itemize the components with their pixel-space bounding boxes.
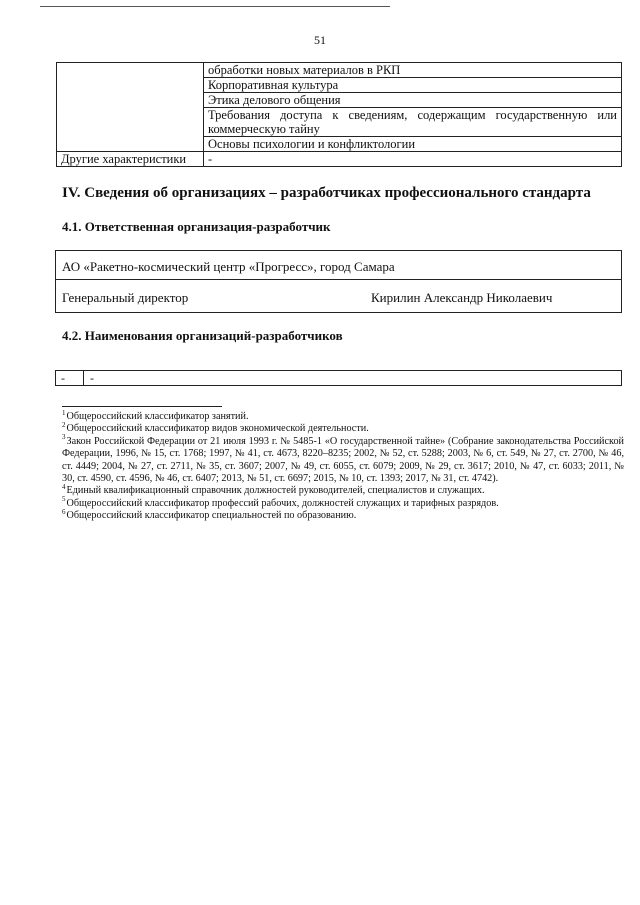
org-director-name: Кирилин Александр Николаевич — [371, 290, 553, 305]
table-value-cell: - — [204, 152, 622, 167]
table-value-cell: Корпоративная культура — [204, 78, 622, 93]
developer-name: - — [90, 371, 94, 385]
footnote-mark: 4 — [62, 483, 66, 492]
table-value-cell: Требования доступа к сведениям, содержащим государственную или коммерческую тайну — [204, 108, 622, 137]
org-director-title: Генеральный директор — [62, 290, 189, 305]
responsible-org-table — [55, 250, 622, 313]
table-value-cell: Основы психологии и конфликтологии — [204, 137, 622, 152]
table-label-cell: Другие характеристики — [57, 152, 204, 167]
footnote-text: Общероссийский классификатор видов экономической деятельности. — [66, 423, 369, 435]
footnote — [62, 433, 624, 486]
footnotes — [62, 408, 624, 523]
developer-number: - — [61, 371, 65, 385]
table-label-cell — [57, 63, 204, 152]
table-row — [57, 63, 622, 78]
developer-number-cell — [56, 371, 84, 385]
footnote-text: Общероссийский классификатор занятий. — [66, 411, 249, 422]
top-edge-rule — [40, 6, 390, 7]
footnote-mark: 3 — [62, 433, 66, 442]
footnote-text: Единый квалификационный справочник должностей руководителей, специалистов и служащих. — [66, 485, 485, 497]
footnote — [62, 495, 624, 510]
section-title: IV. Сведения об организациях – разработчиках профессионального стандарта — [62, 185, 591, 201]
table-value-cell: Этика делового общения — [204, 93, 622, 108]
footnote-mark: 2 — [62, 421, 66, 430]
developer-orgs-heading: 4.2. Наименования организаций-разработчиков — [62, 328, 343, 343]
footnote-text: Общероссийский классификатор специальностей по образованию. — [66, 510, 357, 522]
footnote-mark: 1 — [62, 408, 66, 417]
table-value-cell: обработки новых материалов в РКП — [204, 63, 622, 78]
footnote-text: Закон Российской Федерации от 21 июля 1993 г. № 5485-1 «О государственной тайне» (Собрание законодательства Российской Федерации, 1996, № 15, ст. 1768; 1997, № 41, ст. 4673, 8220–8235; 2002, № 52, ст. 5288; 2003, № 6, ст. 549, № 27, ст. 2700, № 46, ст. 4449; 2004, № 27, ст. 2711, № 35, ст. 3607; 2007, № 49, ст. 6055, ст. 6079; 2009, № 29, ст. 3617; 2010, № 47, ст. 6033; 2011, № 30, ст. 4590, ст. 4596, № 46, ст. 6407; 2013, № 51, ст. 6697; 2015, № 10, ст. 1393; 2017, № 31, ст. 4742). — [62, 435, 624, 485]
table-row — [57, 152, 622, 167]
knowledge-table — [56, 62, 622, 167]
footnote — [62, 485, 624, 497]
footnote-text: Общероссийский классификатор профессий рабочих, должностей служащих и тарифных разрядов. — [66, 497, 499, 509]
developer-orgs-table — [55, 370, 622, 386]
org-name: АО «Ракетно-космический центр «Прогресс», город Самара — [62, 259, 395, 274]
footnote-mark: 6 — [62, 507, 66, 516]
org-name-row — [56, 251, 621, 280]
footnote — [62, 507, 624, 522]
footnote — [62, 423, 624, 435]
page-number: 51 — [314, 33, 326, 47]
footnote-divider — [62, 406, 222, 407]
responsible-org-heading: 4.1. Ответственная организация-разработчик — [62, 219, 331, 234]
footnote — [62, 408, 624, 423]
footnote-mark: 5 — [62, 495, 66, 504]
